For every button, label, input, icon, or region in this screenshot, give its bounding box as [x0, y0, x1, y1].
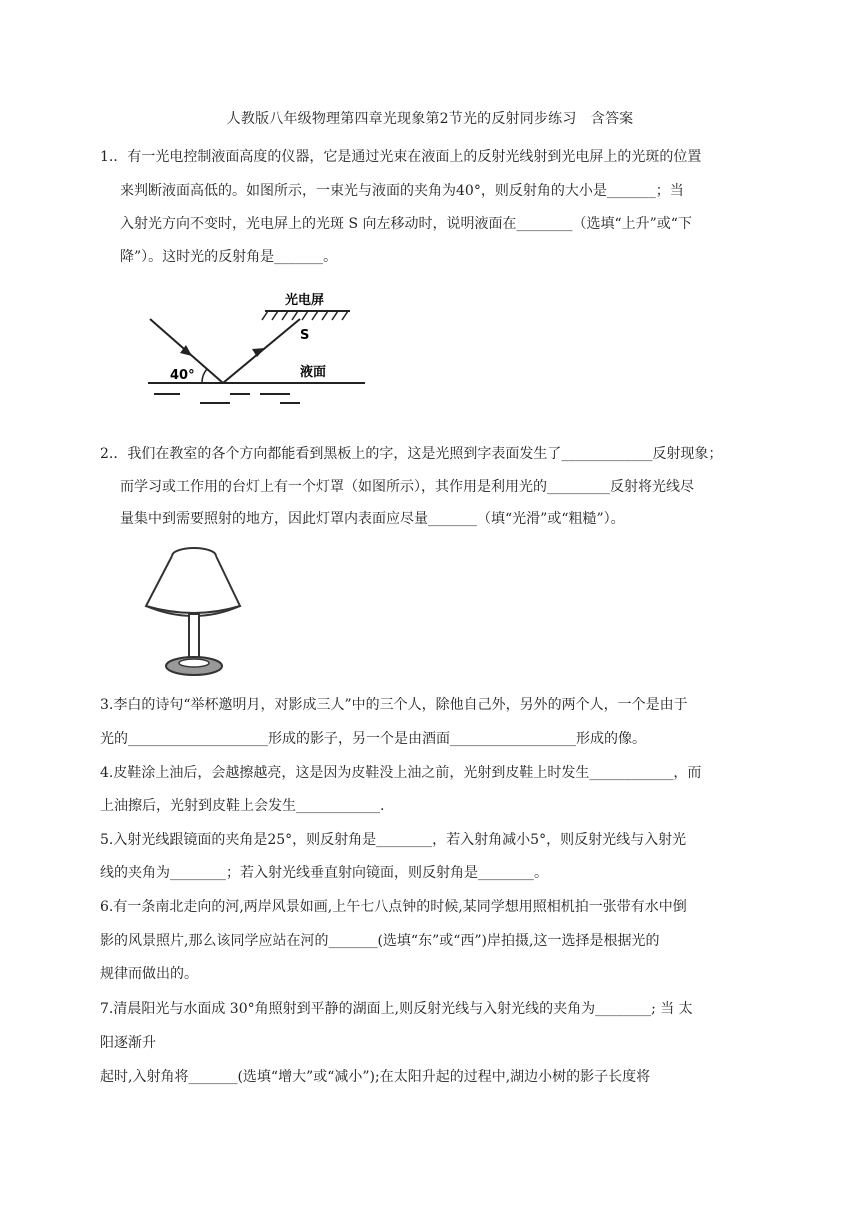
q4-line-2: 上油擦后，光射到皮鞋上会发生____________. — [100, 798, 385, 814]
q1-line-3: 入射光方向不变时，光电屏上的光斑 S 向左移动时，说明液面在________（选填“上升”或“下 — [120, 216, 692, 232]
q7-line-1: 7.清晨阳光与水面成 30°角照射到平静的湖面上,则反射光线与入射光线的夹角为________; 当 太 — [100, 1001, 693, 1017]
q4-line-1: 4.皮鞋涂上油后，会越擦越亮，这是因为皮鞋没上油之前，光射到皮鞋上时发生____________，而 — [100, 765, 702, 781]
q1-line-4: 降”）。这时光的反射角是_______。 — [120, 249, 338, 265]
q7-line-3: 起时,入射角将_______(选填“增大”或“减小”);在太阳升起的过程中,湖边小树的影子长度将 — [100, 1069, 651, 1085]
surface-label: 液面 — [300, 365, 327, 380]
angle-label: 40° — [170, 368, 195, 383]
page-title: 人教版八年级物理第四章光现象第2节光的反射同步练习 含答案 — [226, 111, 634, 127]
q5-line-1: 5.入射光线跟镜面的夹角是25°，则反射角是________，若入射角减小5°，则反射光线与入射光 — [100, 832, 687, 848]
q2-line-2: 而学习或工作用的台灯上有一个灯罩（如图所示），其作用是利用光的_________反射将光线尽 — [120, 479, 694, 495]
q2-line-3: 量集中到需要照射的地方，因此灯罩内表面应尽量_______（填“光滑”或“粗糙”）。 — [120, 511, 625, 527]
desk-lamp-image — [142, 542, 242, 682]
q3-line-2: 光的____________________形成的影子，另一个是由酒面__________________形成的像。 — [100, 731, 646, 747]
q1-line-1: 1.．有一光电控制液面高度的仪器，它是通过光束在液面上的反射光线射到光电屏上的光斑的位置 — [100, 149, 702, 165]
q2-line-1: 2.．我们在教室的各个方向都能看到黑板上的字，这是光照到字表面发生了_____________反射现象； — [100, 446, 723, 462]
screen-label: 光电屏 — [285, 293, 325, 308]
q5-line-2: 线的夹角为________；若入射光线垂直射向镜面，则反射角是________。 — [100, 865, 548, 881]
q6-line-3: 规律而做出的。 — [100, 966, 198, 982]
spot-label: S — [300, 328, 310, 343]
q6-line-2: 影的风景照片,那么该同学应站在河的_______(选填“东”或“西”)岸拍摄,这一选择是根据光的 — [100, 933, 660, 949]
q6-line-1: 6.有一条南北走向的河,两岸风景如画,上午七八点钟的时候,某同学想用照相机拍一张带有水中倒 — [100, 899, 687, 915]
q7-line-2: 阳逐渐升 — [100, 1035, 156, 1051]
q3-line-1: 3.李白的诗句“举杯邀明月，对影成三人”中的三个人，除他自己外，另外的两个人，一个是由于 — [100, 697, 688, 713]
angle-arc — [202, 369, 207, 383]
reflection-diagram — [140, 283, 370, 413]
reflected-arrow-icon — [252, 348, 265, 357]
q1-line-2: 来判断液面高低的。如图所示，一束光与液面的夹角为40°，则反射角的大小是_______；当 — [120, 183, 684, 199]
